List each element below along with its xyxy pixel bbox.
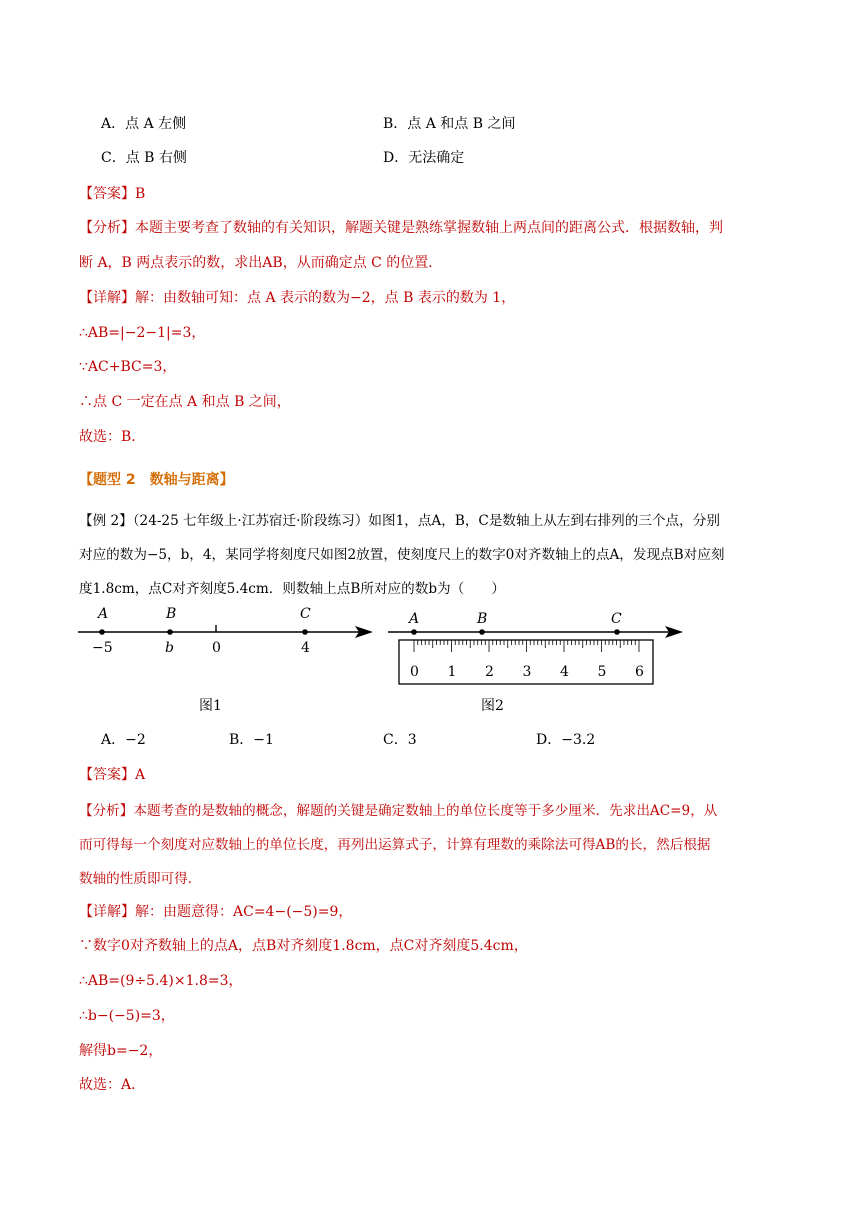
q2-stem-line3: 度1.8cm，点C对齐刻度5.4cm．则数轴上点B所对应的数b为（ ） [79,581,505,597]
answer-tag: 【答案】 [79,186,135,202]
section-heading: 【题型 2 数轴与距离】 [79,472,234,488]
answer-tag: 【答案】 [79,767,135,783]
q2-analysis-line3: 数轴的性质即可得． [79,871,202,887]
point-c-value: 4 [301,640,310,656]
q1-option-b: B．点 A 和点 B 之间 [383,116,516,132]
q1-detail-line1: 【详解】解：由数轴可知：点 A 表示的数为−2，点 B 表示的数为 1， [79,290,516,306]
q1-step2: ∵AC+BC=3， [79,359,177,375]
ruler-number: 5 [597,664,607,680]
point-c-dot [302,629,308,635]
ruler-number: 6 [635,664,644,680]
detail-tag: 【详解】 [79,290,135,306]
point-b-value: b [165,640,174,656]
q1-step1: ∴AB=|−2−1|=3， [79,325,206,341]
point-a-dot [411,629,417,635]
ruler-number: 1 [447,664,457,680]
q1-option-c: C．点 B 右侧 [101,150,187,166]
figure-2-caption: 图2 [481,698,504,714]
q1-option-d: D．无法确定 [383,150,465,166]
ruler-number: 4 [560,664,569,680]
q2-detail-line1: 【详解】解：由题意得：AC=4−(−5)=9， [79,904,353,920]
ruler-number: 2 [485,664,494,680]
q2-step4: 解得b=−2， [79,1043,163,1059]
q1-analysis-line1: 【分析】本题主要考查了数轴的有关知识，解题关键是熟练掌握数轴上两点间的距离公式．根据数轴，判 [79,220,723,236]
figure-1-caption: 图1 [199,698,222,714]
q2-analysis-line1: 【分析】本题考查的是数轴的概念，解题的关键是确定数轴上的单位长度等于多少厘米．先求出AC=9，从 [79,803,718,819]
q1-conclusion: 故选：B． [79,429,146,445]
q1-answer [79,183,145,203]
q2-option-d: D．−3.2 [536,732,596,748]
point-b-label: B [477,611,488,627]
q2-option-a: A．−2 [101,732,146,748]
point-b-dot [479,629,485,635]
answer-value: A [135,767,146,783]
ruler-number: 0 [410,664,419,680]
q2-step2: ∴AB=(9÷5.4)×1.8=3， [79,973,243,989]
point-c-dot [614,629,620,635]
point-a-label: A [409,611,420,627]
figure-1-number-line [75,600,380,720]
q1-analysis-line2: 断 A，B 两点表示的数，求出AB，从而确定点 C 的位置． [79,255,443,271]
point-b-dot [167,629,173,635]
point-c-label: C [611,611,622,627]
analysis-tag: 【分析】 [79,220,135,236]
origin-value: 0 [212,640,221,656]
q2-step1: ∵数字0对齐数轴上的点A，点B对齐刻度1.8cm，点C对齐刻度5.4cm， [79,938,528,954]
q2-analysis-line2: 而可得每一个刻度对应数轴上的单位长度，再列出运算式子，计算有理数的乘除法可得AB的长，然后根据 [79,837,711,853]
q2-option-b: B．−1 [229,732,274,748]
point-c-label: C [300,606,311,622]
q1-option-a: A．点 A 左侧 [101,116,187,132]
q2-conclusion: 故选：A． [79,1077,146,1093]
answer-value: B [135,186,146,202]
detail-tag: 【详解】 [79,904,135,920]
q1-step3: ∴点 C 一定在点 A 和点 B 之间， [79,394,291,410]
q2-answer [79,764,145,784]
point-a-label: A [98,606,109,622]
point-a-dot [99,629,105,635]
analysis-tag: 【分析】 [79,803,134,819]
ruler-number: 3 [522,664,532,680]
q2-stem-line2: 对应的数为−5，b，4，某同学将刻度尺如图2放置，使刻度尺上的数字0对齐数轴上的点A，发现点B对应刻 [79,547,725,563]
q2-step3: ∴b−(−5)=3， [79,1008,175,1024]
q2-stem-line1: 【例 2】（24-25 七年级上·江苏宿迁·阶段练习）如图1，点A，B，C是数轴上从左到右排列的三个点，分别 [79,513,720,529]
point-a-value: −5 [92,640,113,656]
q2-option-c: C．3 [383,732,417,748]
point-b-label: B [166,606,177,622]
figure-2-ruler [385,600,690,720]
